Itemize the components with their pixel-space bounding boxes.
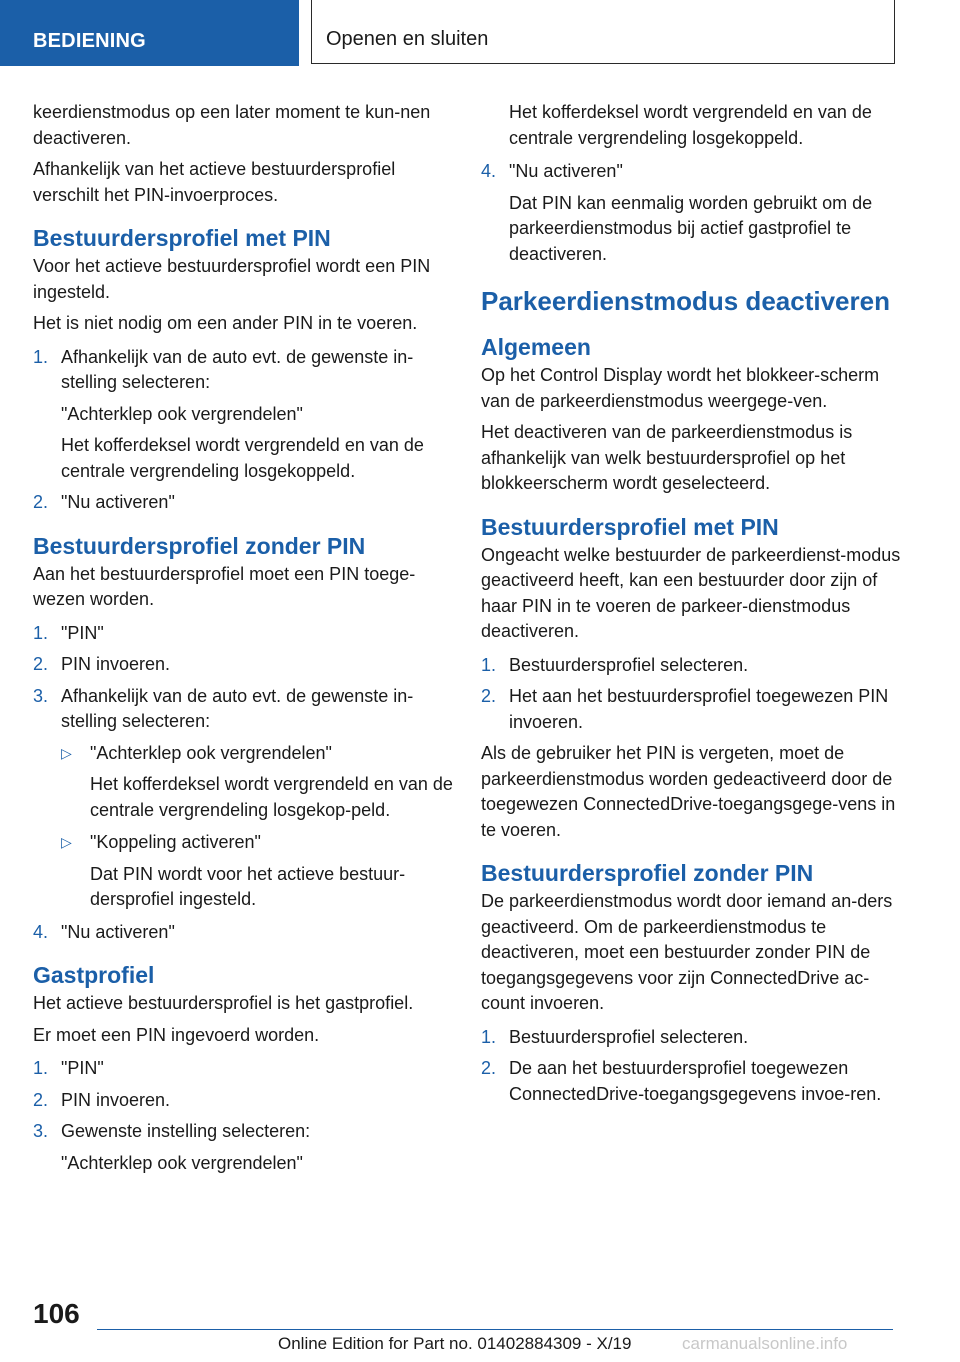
list-item xyxy=(33,1088,453,1114)
step-number: 1. xyxy=(481,654,497,675)
paragraph: Het actieve bestuurdersprofiel is het gastprofiel. xyxy=(33,993,414,1013)
step-text: PIN invoeren. xyxy=(61,654,171,674)
step-number: 2. xyxy=(33,1089,49,1110)
step-list xyxy=(33,1056,453,1176)
paragraph: keerdienstmodus op een later moment te kun-nen deactiveren. xyxy=(33,102,431,148)
paragraph: Aan het bestuurdersprofiel moet een PIN toege-wezen worden. xyxy=(33,563,416,609)
step-number: 2. xyxy=(481,1058,497,1078)
step-number: 2. xyxy=(33,492,49,512)
step-continuation: Het kofferdeksel wordt vergrendeld en van de centrale vergrendeling losgekoppeld. xyxy=(509,102,872,148)
bullet-detail: Dat PIN wordt voor het actieve bestuur-dersprofiel ingesteld. xyxy=(90,863,406,909)
triangle-bullet-icon: ▷ xyxy=(61,834,72,850)
bullet-item xyxy=(61,741,453,824)
step-detail: "Achterklep ook vergrendelen" xyxy=(61,403,303,424)
page-number: 106 xyxy=(33,1298,80,1329)
step-number: 2. xyxy=(33,654,49,674)
step-list xyxy=(33,345,453,516)
step-text: "PIN" xyxy=(61,1058,104,1078)
list-item xyxy=(33,920,453,946)
step-text: "Nu activeren" xyxy=(509,161,623,181)
bullet-detail: Het kofferdeksel wordt vergrendeld en van de centrale vergrendeling losgekop-peld. xyxy=(90,774,453,820)
step-number: 4. xyxy=(33,921,49,942)
step-number: 1. xyxy=(33,622,49,643)
step-number: 3. xyxy=(33,685,49,706)
bullet-item xyxy=(61,830,453,913)
chapter-title: Openen en sluiten xyxy=(311,0,895,64)
section-heading: Bestuurdersprofiel met PIN xyxy=(33,225,331,251)
list-item xyxy=(33,684,453,913)
step-text: "Nu activeren" xyxy=(61,492,175,512)
left-column xyxy=(33,100,453,1182)
step-text: Gewenste instelling selecteren: xyxy=(61,1121,311,1141)
step-text: Bestuurdersprofiel selecteren. xyxy=(509,654,749,675)
step-text: De aan het bestuurdersprofiel toegewezen ConnectedDrive-toegangsgegevens invoe-ren. xyxy=(509,1058,882,1104)
list-item xyxy=(481,684,901,735)
paragraph: Op het Control Display wordt het blokkeer-scherm van de parkeerdienstmodus weergege-ven. xyxy=(481,365,880,411)
step-text: Afhankelijk van de auto evt. de gewenste in-stelling selecteren: xyxy=(61,346,414,392)
step-text: Afhankelijk van de auto evt. de gewenste in-stelling selecteren: xyxy=(61,685,414,731)
list-item xyxy=(33,621,453,647)
step-number: 1. xyxy=(33,346,49,367)
footer-divider xyxy=(97,1329,893,1330)
bullet-text: "Koppeling activeren" xyxy=(90,832,261,852)
edition-note: Online Edition for Part no. 01402884309 - X/19 xyxy=(278,1334,632,1353)
step-list xyxy=(481,159,901,267)
list-item xyxy=(481,653,901,679)
bullet-list xyxy=(61,741,453,913)
step-number: 3. xyxy=(33,1121,49,1141)
paragraph: Er moet een PIN ingevoerd worden. xyxy=(33,1024,320,1045)
list-item xyxy=(481,1056,901,1107)
list-item xyxy=(33,1056,453,1082)
chapter-heading: Parkeerdienstmodus deactiveren xyxy=(481,286,890,316)
paragraph: Als de gebruiker het PIN is vergeten, moet de parkeerdienstmodus worden gedeactiveerd door de toegewezen ConnectedDrive-toegangsgege-vens in te voeren. xyxy=(481,743,896,840)
step-text: "PIN" xyxy=(61,622,104,643)
list-item xyxy=(33,490,453,516)
step-number: 1. xyxy=(33,1058,49,1078)
list-item xyxy=(481,159,901,267)
triangle-bullet-icon: ▷ xyxy=(61,744,72,761)
section-heading: Bestuurdersprofiel zonder PIN xyxy=(33,532,366,559)
list-item xyxy=(481,1025,901,1051)
step-number: 2. xyxy=(481,686,497,706)
paragraph: De parkeerdienstmodus wordt door iemand an-ders geactiveerd. Om de parkeerdienstmodus te deactiveren, moet een bestuurder zonder PIN de toegangsgegevens voor zijn ConnectedDrive ac-count invoeren. xyxy=(481,891,893,1013)
paragraph: Voor het actieve bestuurdersprofiel wordt een PIN ingesteld. xyxy=(33,256,431,302)
step-text: Bestuurdersprofiel selecteren. xyxy=(509,1026,749,1047)
section-heading: Bestuurdersprofiel zonder PIN xyxy=(481,860,814,886)
step-list xyxy=(481,653,901,736)
step-text: Het aan het bestuurdersprofiel toegewezen PIN invoeren. xyxy=(509,686,889,732)
step-text: PIN invoeren. xyxy=(61,1089,171,1110)
step-detail: "Achterklep ook vergrendelen" xyxy=(61,1152,303,1173)
step-number: 1. xyxy=(481,1026,497,1047)
section-heading: Gastprofiel xyxy=(33,962,155,988)
paragraph: Het is niet nodig om een ander PIN in te voeren. xyxy=(33,313,418,333)
page-header xyxy=(0,0,960,66)
step-number: 4. xyxy=(481,161,497,181)
section-tab: BEDIENING xyxy=(0,0,299,66)
paragraph: Het deactiveren van de parkeerdienstmodus is afhankelijk van welk bestuurdersprofiel op het blokkeerscherm wordt geselecteerd. xyxy=(481,422,853,493)
paragraph: Afhankelijk van het actieve bestuurdersprofiel verschilt het PIN-invoerproces. xyxy=(33,159,396,205)
section-heading: Algemeen xyxy=(481,334,591,360)
right-column xyxy=(481,100,901,1113)
list-item xyxy=(33,1119,453,1176)
list-item xyxy=(33,345,453,485)
step-list xyxy=(481,1025,901,1108)
bullet-text: "Achterklep ook vergrendelen" xyxy=(90,742,332,763)
section-heading: Bestuurdersprofiel met PIN xyxy=(481,513,779,540)
step-text: "Nu activeren" xyxy=(61,921,175,942)
paragraph: Ongeacht welke bestuurder de parkeerdienst-modus geactiveerd heeft, kan een bestuurder door zijn of haar PIN in te voeren de parkeer-dienstmodus deactiveren. xyxy=(481,544,901,641)
step-detail: Dat PIN kan eenmalig worden gebruikt om de parkeerdienstmodus bij actief gastprofiel te deactiveren. xyxy=(509,192,873,264)
step-detail: Het kofferdeksel wordt vergrendeld en van de centrale vergrendeling losgekoppeld. xyxy=(61,435,424,481)
step-list xyxy=(33,621,453,946)
watermark: carmanualsonline.info xyxy=(682,1334,848,1353)
list-item xyxy=(33,652,453,678)
